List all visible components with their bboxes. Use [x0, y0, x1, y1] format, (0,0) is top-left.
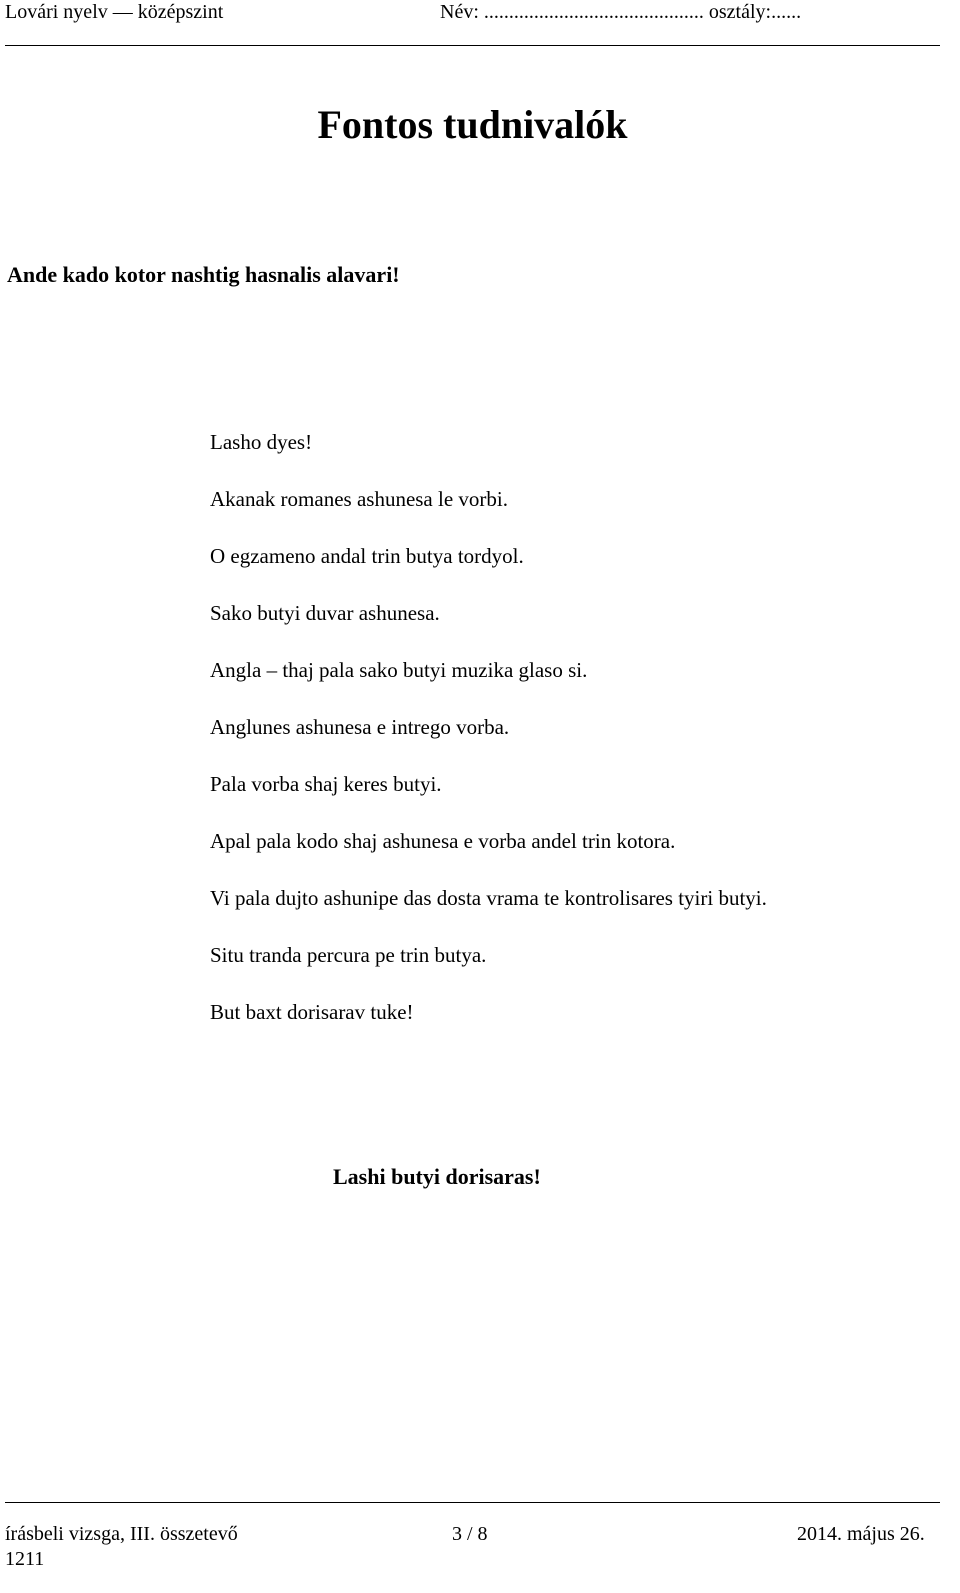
instruction-item: But baxt dorisarav tuke! — [210, 1000, 414, 1024]
instruction-item: Akanak romanes ashunesa le vorbi. — [210, 487, 508, 511]
closing-wish: Lashi butyi dorisaras! — [333, 1164, 541, 1189]
instruction-item: Lasho dyes! — [210, 430, 313, 454]
header-name-class-field: Név: ............................................ osztály:...... — [440, 1, 802, 23]
intro-note: Ande kado kotor nashtig hasnalis alavari! — [7, 262, 400, 287]
footer-exam-part: írásbeli vizsga, III. összetevő — [5, 1523, 238, 1545]
header-rule — [5, 45, 940, 46]
footer-rule — [5, 1502, 940, 1503]
instruction-item: Situ tranda percura pe trin butya. — [210, 943, 487, 967]
instruction-item: Sako butyi duvar ashunesa. — [210, 601, 440, 625]
instruction-item: Anglunes ashunesa e intrego vorba. — [210, 715, 510, 739]
footer-code: 1211 — [5, 1548, 45, 1570]
footer-page-number: 3 / 8 — [452, 1523, 488, 1545]
footer-date: 2014. május 26. — [797, 1523, 925, 1545]
instruction-item: Angla – thaj pala sako butyi muzika glaso si. — [210, 658, 588, 682]
page-title: Fontos tudnivalók — [317, 102, 628, 147]
instruction-item: O egzameno andal trin butya tordyol. — [210, 544, 524, 568]
header-subject: Lovári nyelv — középszint — [5, 1, 224, 23]
instruction-item: Vi pala dujto ashunipe das dosta vrama te kontrolisares tyiri butyi. — [210, 886, 767, 910]
instruction-item: Apal pala kodo shaj ashunesa e vorba andel trin kotora. — [210, 829, 676, 853]
instruction-item: Pala vorba shaj keres butyi. — [210, 772, 442, 796]
